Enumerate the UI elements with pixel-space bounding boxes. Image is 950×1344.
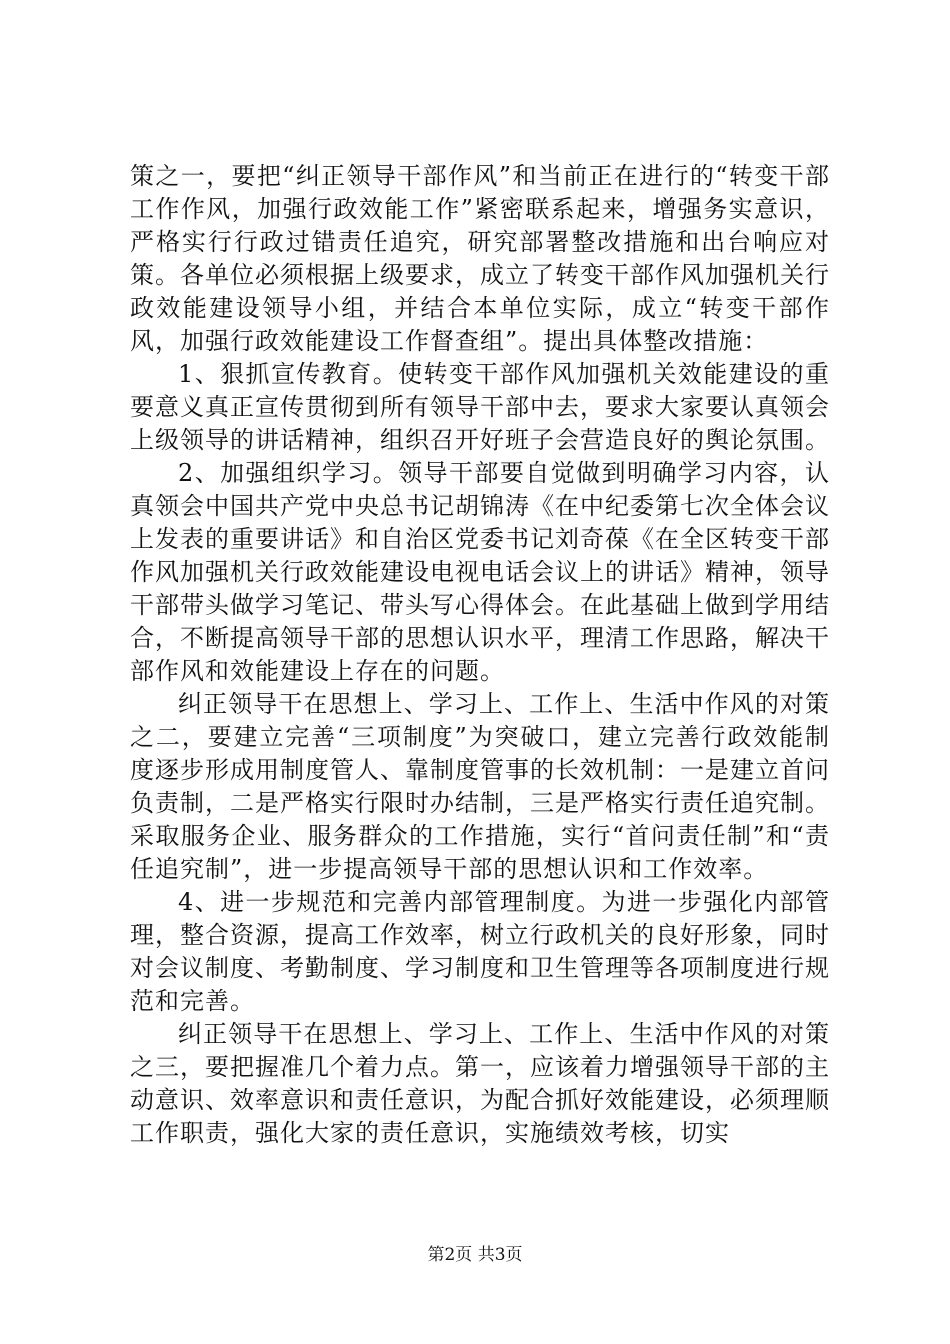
paragraph-countermeasure-2: 纠正领导干在思想上、学习上、工作上、生活中作风的对策之二，要建立完善“三项制度”为突破口，建立完善行政效能制度逐步形成用制度管人、靠制度管事的长效机制：一是建立首问负责制，二是严格实行限时办结制，三是严格实行责任追究制。采取服务企业、服务群众的工作措施，实行“首问责任制”和“责任追究制”，进一步提高领导干部的思想认识和工作效率。 <box>130 690 830 883</box>
paragraph-item-4: 4、进一步规范和完善内部管理制度。为进一步强化内部管理，整合资源，提高工作效率，树立行政机关的良好形象，同时对会议制度、考勤制度、学习制度和卫生管理等各项制度进行规范和完善。 <box>130 888 830 1015</box>
paragraph-item-1: 1、狠抓宣传教育。使转变干部作风加强机关效能建设的重要意义真正宣传贯彻到所有领导干部中去，要求大家要认真领会上级领导的讲话精神，组织召开好班子会营造良好的舆论氛围。 <box>130 360 830 454</box>
page-number-footer: 第2页 共3页 <box>427 1245 523 1265</box>
paragraph-countermeasure-3: 纠正领导干在思想上、学习上、工作上、生活中作风的对策之三，要把握准几个着力点。第一，应该着力增强领导干部的主动意识、效率意识和责任意识，为配合抓好效能建设，必须理顺工作职责，强化大家的责任意识，实施绩效考核，切实 <box>130 1020 830 1147</box>
paragraph-item-2: 2、加强组织学习。领导干部要自觉做到明确学习内容，认真领会中国共产党中央总书记胡锦涛《在中纪委第七次全体会议上发表的重要讲话》和自治区党委书记刘奇葆《在全区转变干部作风加强机关行政效能建设电视电话会议上的讲话》精神，领导干部带头做学习笔记、带头写心得体会。在此基础上做到学用结合，不断提高领导干部的思想认识水平，理清工作思路，解决干部作风和效能建设上存在的问题。 <box>130 459 830 685</box>
paragraph-continuation: 策之一，要把“纠正领导干部作风”和当前正在进行的“转变干部工作作风，加强行政效能工作”紧密联系起来，增强务实意识，严格实行行政过错责任追究，研究部署整改措施和出台响应对策。各单位必须根据上级要求，成立了转变干部作风加强机关行政效能建设领导小组，并结合本单位实际，成立“转变干部作风，加强行政效能建设工作督查组”。提出具体整改措施： <box>130 162 830 355</box>
document-body <box>130 160 830 1150</box>
